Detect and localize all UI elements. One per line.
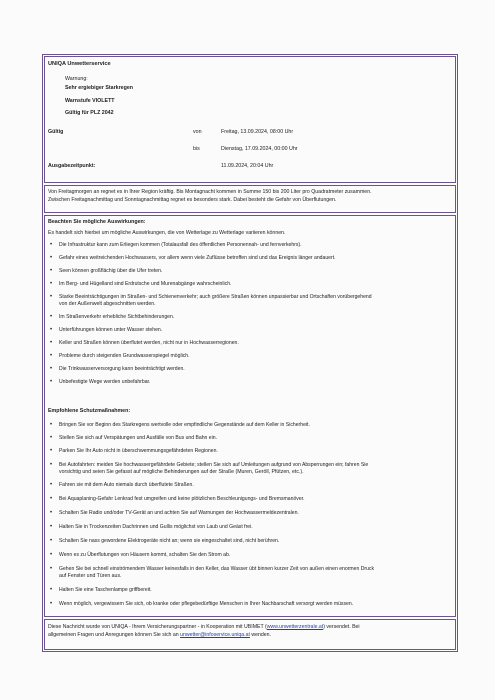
warnstufe: Warnstufe VIOLETT: [65, 98, 115, 104]
measure-item: • Fahren sie mit dem Auto niemals durch überflutete Straßen.: [59, 482, 449, 489]
measure-item: • Schalten Sie nass gewordene Elektrogeräte nicht an; wenn sie eingeschaltet sind, nicht berühren.: [59, 538, 449, 545]
description-line-2: Zwischen Freitagnachmittag und Sonntagnachmittag regnet es besonders stark. Dabei besteht die Gefahr von Überflutungen.: [48, 197, 337, 203]
warning-document: [42, 54, 458, 652]
impact-item: • Starke Beeinträchtigungen im Straßen- und Schienenverkehr; auch größere Straßen können unpassierbar und Ortschaften vorübergehend: [59, 294, 449, 301]
description-line-1: Von Freitagmorgen an regnet es in Ihrer Region kräftig. Bis Montagnacht kommen in Summe 150 bis 200 Liter pro Quadratmeter zusammen.: [48, 189, 372, 195]
von-value: Freitag, 13.09.2024, 08:00 Uhr: [221, 129, 294, 135]
measure-item: • Schalten Sie Radio und/oder TV-Gerät an und achten Sie auf Warnungen der Hochwassermeldezentralen.: [59, 510, 449, 517]
warning-header-box: [44, 56, 456, 183]
unwetterzentrale-link[interactable]: www.unwetterzentrale.at: [266, 624, 324, 630]
footer-text: wenden.: [249, 632, 272, 638]
impact-item: • Gefahr eines weitreichenden Hochwassers, vor allem wenn viele Zuflüsse betroffen sind und das Ereignis länger andauert.: [59, 255, 449, 262]
details-box: [44, 215, 456, 617]
measure-item: • Wenn möglich, vergewissern Sie sich, ob kranke oder pflegebedürftige Menschen in Ihrer Nachbarschaft versorgt werden müssen.: [59, 601, 449, 608]
measure-item-continued: vorsichtig und seien Sie gefasst auf mögliche Behinderungen auf der Straße (Muren, Geröll, Pfützen, etc.).: [59, 469, 304, 475]
measure-item: • Gehen Sie bei schnell einströmendem Wasser keinesfalls in den Keller, das Wasser übt binnen kurzer Zeit von außen einen enormen Druck: [59, 566, 449, 573]
impact-item: • Probleme durch steigenden Grundwasserspiegel möglich.: [59, 353, 449, 360]
impact-item: • Im Berg- und Hügelland sind Erdrutsche und Murenabgänge wahrscheinlich.: [59, 281, 449, 288]
footer-line-1: [48, 624, 451, 631]
measure-item: • Bringen Sie vor Beginn des Starkregens wertvolle oder empfindliche Gegenstände auf dem Keller in Sicherheit.: [59, 422, 449, 429]
measure-item: • Bei Aquaplaning-Gefahr Lenkrad fest umgreifen und keine plötzlichen Beschleunigungs- und Bremsmanöver.: [59, 496, 449, 503]
measure-item: • Parken Sie Ihr Auto nicht in überschwemmungsgefährdeten Regionen.: [59, 448, 449, 455]
warnung-label: Warnung:: [65, 76, 88, 82]
impact-item: • Die Trinkwasserversorgung kann beeinträchtigt werden.: [59, 366, 449, 373]
impact-item: • Keller und Straßen können überflutet werden, nicht nur in Hochwasserregionen.: [59, 340, 449, 347]
impact-item: • Im Straßenverkehr erhebliche Sichtbehinderungen.: [59, 314, 449, 321]
service-title: UNIQA Unwetterservice: [48, 61, 111, 67]
impact-item-continued: von der Außenwelt abgeschnitten werden.: [59, 301, 156, 307]
plz: Gültig für PLZ 2042: [65, 110, 114, 116]
ausgabe-label: Ausgabezeitpunkt:: [48, 163, 96, 169]
contact-email-link[interactable]: unwetter@infoservice.uniqa.at: [180, 632, 250, 638]
ausgabe-value: 11.09.2024, 20:04 Uhr: [221, 163, 274, 169]
bis-label: bis: [193, 146, 200, 152]
impact-item: • Seen können großflächig über die Ufer treten.: [59, 268, 449, 275]
footer-text: ) versendet. Bei: [323, 624, 360, 630]
impacts-heading: Beachten Sie mögliche Auswirkungen:: [48, 219, 146, 225]
impact-item: • Die Infrastruktur kann zum Erliegen kommen (Totalausfall des öffentlichen Personennah- und fernverkehrs).: [59, 242, 449, 249]
measure-item: • Halten Sie eine Taschenlampe griffbereit.: [59, 587, 449, 594]
footer-line-2: [48, 632, 451, 639]
warnung-value: Sehr ergiebiger Starkregen: [65, 85, 134, 91]
measure-item: • Wenn es zu Überflutungen von Häusern kommt, schalten Sie den Strom ab.: [59, 552, 449, 559]
impacts-intro: Es handelt sich hierbei um mögliche Auswirkungen, die von Wetterlage zu Wetterlage variieren können.: [48, 230, 286, 236]
footer-text: Diese Nachricht wurde von UNIQA - Ihrem Versicherungspartner - in Kooperation mit UBIMET (: [48, 624, 267, 630]
bis-value: Dienstag, 17.09.2024, 00:00 Uhr: [221, 146, 298, 152]
impact-item: • Unbefestigte Wege werden unbefahrbar.: [59, 379, 449, 386]
measure-item: • Stellen Sie sich auf Verspätungen und Ausfälle von Bus und Bahn ein.: [59, 435, 449, 442]
measures-heading: Empfohlene Schutzmaßnahmen:: [48, 408, 131, 414]
measure-item: • Bei Autofahrten: meiden Sie hochwassergefährdete Gebiete; stellen Sie sich auf Umleitungen aufgrund von Absperrungen ein; fahren Sie: [59, 462, 449, 469]
footer-text: allgemeinen Fragen und Anregungen können Sie sich an: [48, 632, 181, 638]
gueltig-label: Gültig: [48, 129, 64, 135]
impact-item: • Unterführungen können unter Wasser stehen.: [59, 327, 449, 334]
measure-item: • Halten Sie in Trockenzeiten Dachrinnen und Gullis möglichst von Laub und Geäst frei.: [59, 524, 449, 531]
von-label: von: [193, 129, 202, 135]
measure-item-continued: auf Fenster und Türen aus.: [59, 573, 122, 579]
footer-box: [44, 619, 456, 650]
description-box: [44, 185, 456, 213]
